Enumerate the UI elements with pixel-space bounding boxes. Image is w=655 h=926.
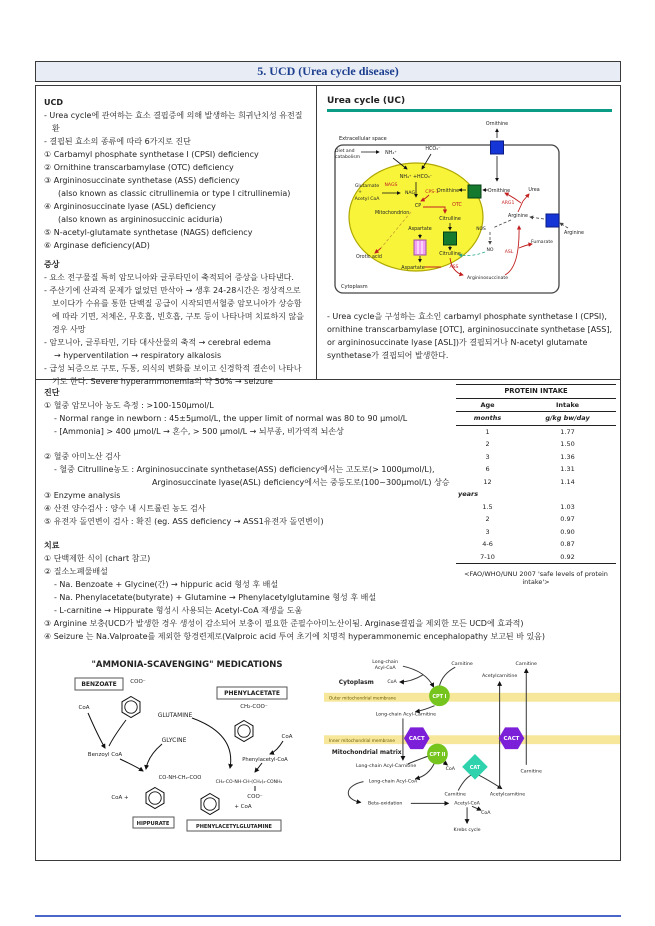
cact-label: CACT	[408, 736, 425, 743]
cell-intake: 0.97	[560, 515, 575, 523]
coa-label: CoA	[481, 811, 491, 817]
urea-cycle-diagram	[327, 116, 612, 301]
treatment-item: ④ Seizure 는 Na.Valproate를 제외한 항경련제로(Valproic acid 투여 초기에 치명적 hyperammonemic encephalopathy 보고된 바 있음)	[44, 632, 546, 641]
treatment-sub: - L-carnitine → Hippurate 형성시 사용되는 Acetyl-CoA 재생을 도움	[54, 606, 303, 615]
nag-label: NAG	[404, 191, 416, 196]
cell-age: 12	[483, 477, 492, 486]
ucd-item: ⑥ Arginase deficiency(AD)	[44, 241, 150, 250]
ucd-item-sub: (also known as classic citrullinemia or type I citrullinemia)	[58, 189, 291, 198]
carnitine-label: Carnitine	[451, 662, 473, 668]
table-group-row	[456, 488, 616, 501]
long-chain-acyl-coa-label: Long-chain	[372, 660, 399, 666]
benzoyl-coa-label: Benzoyl CoA	[87, 752, 123, 758]
treatment-item: ① 단백제한 식이 (chart 참고)	[44, 554, 151, 563]
benzene-ring	[235, 721, 253, 742]
carnitine-label: Carnitine	[444, 792, 466, 798]
table-title: PROTEIN INTAKE	[456, 385, 616, 399]
long-chain-acyl-carnitine-label: Long-chain Acyl-Carnitine	[355, 763, 417, 769]
outer-membrane-label: Outer mitochondrial membrane	[328, 695, 397, 701]
urea-label: Urea	[528, 188, 540, 193]
diagnosis-treatment-text	[44, 386, 469, 617]
coa-label: CoA	[281, 734, 293, 740]
cpt1-label: CPT I	[432, 693, 447, 700]
diagnosis-item: ② 혈중 아미노산 검사	[44, 452, 121, 461]
coa-label: CoA	[445, 766, 456, 772]
table-title-row	[456, 385, 616, 399]
citrulline-transporter-mito	[444, 232, 457, 245]
symptom-line: - 주산기에 산과적 문제가 없었던 만삭아 → 생후 24-28시간은 정상적으로 보이다가 수유를 통한 단백질 공급이 시작되면서혈중 암모니아가 상승함에 따라 기면, 저체온, 무호흡, 빈호흡, 구토 등이 나타나며 치료하지 않을 경우 사망	[44, 286, 304, 334]
ornithine-transporter-mito	[468, 185, 481, 198]
symptom-line: → hyperventilation → respiratory alkalosis	[54, 351, 222, 360]
carnitine-shuttle-diagram	[324, 649, 620, 859]
unit-age: months	[456, 412, 519, 426]
coa-plus-label: CoA +	[111, 795, 129, 801]
long-chain-acyl-carnitine-label: Long-chain Acyl-Carnitine	[375, 712, 437, 718]
cell-intake: 1.03	[560, 502, 575, 511]
table-row	[456, 551, 616, 564]
cell-age: 6	[485, 465, 490, 473]
ass-enzyme-label: ASS	[449, 265, 459, 270]
diagnosis-sub: - Normal range in newborn : 45±5μmol/L, the upper limit of normal was 80 to 90 μmol/L	[54, 414, 408, 423]
cell-intake: 0.92	[519, 551, 616, 564]
cell-intake: 1.50	[560, 440, 575, 448]
table-row	[456, 501, 616, 514]
carnitine-label: Carnitine	[515, 662, 537, 668]
cell-age: 4-6	[482, 540, 493, 548]
long-chain-acyl-coa-label2: Acyl-CoA	[374, 666, 396, 672]
table-row	[456, 451, 616, 464]
diet-label-2: catabolism	[335, 155, 361, 160]
ucd-symptoms-column	[36, 86, 317, 386]
glutamine-label: GLUTAMINE	[157, 712, 193, 719]
ornithine-mito-label: Ornithine	[436, 189, 460, 194]
long-chain-acyl-coa-label: Long-chain Acyl-CoA	[368, 779, 418, 785]
diagnosis-item: ① 혈중 암모니아 농도 측정 : >100-150μmol/L	[44, 401, 214, 410]
table-caption: <FAO/WHO/UNU 2007 'safe levels of protein intake'>	[464, 570, 608, 586]
cell-age: 2	[485, 440, 490, 448]
cat-label: CAT	[469, 764, 481, 771]
extracellular-label: Extracellular space	[339, 136, 387, 142]
cytoplasm-label: Cytoplasm	[341, 284, 368, 290]
coa-label: CoA	[387, 679, 397, 685]
ornithine-cytoplasm-label: Ornithine	[487, 189, 511, 194]
diagnosis-sub: - 혈중 Citrulline농도 : Argininosuccinate synthetase(ASS) deficiency에서는 고도로(> 1000μmol/L),	[54, 465, 435, 474]
main-content-box	[35, 85, 621, 861]
cell-age: 1	[485, 427, 490, 436]
acetylcarnitine-label: Acetylcarnitine	[489, 792, 526, 798]
symptom-line: - 암모니아, 글루타민, 기타 대사산물의 축적 → cerebral edema	[44, 338, 271, 347]
footer-rule	[35, 915, 621, 917]
aspartate-cytoplasm-label: Aspartate	[401, 266, 425, 271]
krebs-cycle-label: Krebs cycle	[453, 827, 481, 833]
table-header-row	[456, 398, 616, 412]
benzene-ring	[146, 788, 164, 809]
plus-coa-label: + CoA	[234, 804, 252, 810]
coa-label: CoA	[78, 705, 90, 711]
ucd-item: ④ Argininosuccinate lyase (ASL) deficiency	[44, 202, 216, 211]
ucd-item-sub: (also known as argininosuccinic aciduria)	[58, 215, 223, 224]
citrulline-mito-label: Citrulline	[439, 217, 461, 222]
cp-label: CP	[414, 204, 422, 209]
col-header-age: Age	[456, 398, 519, 412]
argininosuccinate-label: Argininosuccinate	[467, 276, 509, 281]
table-row	[456, 476, 616, 489]
ornithine-extracellular-label: Ornithine	[485, 122, 509, 127]
teal-rule	[327, 109, 612, 112]
fumarate-label: Fumarate	[531, 240, 553, 245]
diagnosis-treatment-section	[36, 380, 620, 647]
cact-label: CACT	[503, 736, 520, 743]
cell-intake: 1.14	[560, 477, 575, 486]
col-header-intake: Intake	[519, 398, 616, 412]
diet-label-1: Diet and	[335, 149, 355, 154]
arginine-extracellular-label: Arginine	[564, 231, 584, 236]
table-row	[456, 463, 616, 476]
ornithine-transporter-membrane	[491, 141, 504, 154]
treatment-sub: - Na. Phenylacetate(butyrate) + Glutamine → Phenylacetylglutamine 형성 후 배설	[54, 593, 377, 602]
arginine-cytoplasm-label: Arginine	[508, 214, 528, 219]
inner-membrane-label: Inner mitochondrial membrane	[328, 738, 395, 744]
top-section	[36, 86, 620, 386]
citrulline-cytoplasm-label: Citrulline	[439, 252, 461, 257]
cell-age: 7-10	[456, 551, 519, 564]
diagnosis-item: ④ 산전 양수검사 : 양수 내 시트룰린 농도 검사	[44, 504, 206, 513]
acetyl-coa-label: Acetyl-CoA	[454, 801, 480, 807]
cpt2-label: CPT II	[429, 751, 446, 758]
cell-age: 3	[485, 452, 490, 461]
cell-intake: 1.77	[560, 427, 575, 436]
diagnosis-item: ⑤ 유전자 돌연변이 검사 : 확진 (eg. ASS deficiency → ASS1유전자 돌연변이)	[44, 517, 324, 526]
table-row	[456, 425, 616, 438]
hippurate-label: HIPPURATE	[136, 821, 170, 827]
document-sheet	[35, 61, 621, 861]
benzoate-label: BENZOATE	[81, 681, 117, 688]
diagnosis-heading: 진단	[44, 388, 60, 397]
treatment-item: ③ Arginine 보충(UCD가 발생한 경우 생성이 감소되어 보충이 필요한 준필수아미노산이됨. Arginase결핍을 제외한 모든 UCD에 효과적)	[44, 619, 524, 628]
cell-age: 2	[485, 515, 490, 523]
nags-enzyme-label: NAGS	[384, 183, 398, 188]
carnitine-shuttle-block	[322, 647, 622, 860]
pag-formula-label: CH₂-CO-NH-CH-(CH₂)₂-CONH₂	[215, 780, 283, 785]
table-unit-row	[456, 412, 616, 426]
benzene-ring	[122, 697, 140, 718]
symptom-line: - 급성 뇌증으로 구토, 두통, 의식의 변화를 보이고 신경학적 결손이 나타나기도 한다. Severe hyperammonemia의 약 50% → seizure	[44, 364, 302, 386]
nos-label: NOS	[476, 227, 486, 232]
ucd-heading: UCD	[44, 98, 64, 107]
otc-enzyme-label: OTC	[452, 203, 462, 208]
cps1-enzyme-label: CPS-1	[425, 190, 439, 195]
benzene-ring	[201, 794, 219, 815]
symptoms-heading: 증상	[44, 260, 60, 269]
treatment-heading: 치료	[44, 541, 60, 550]
cell-intake: 1.31	[560, 465, 575, 473]
urea-cycle-description: - Urea cycle을 구성하는 효소인 carbamyl phosphate synthetase I (CPSI), ornithine transcarbamylase [OTC], argininosuccinate synthetase [ASS], or argininosuccinate lyase [ASL])가 결핍되거나 N-acetyl glutamate synthetase가 결핍되어 발생한다.	[327, 312, 612, 360]
cell-age: 3	[485, 527, 490, 536]
orotic-acid-label: Orotic acid	[356, 255, 382, 260]
cell-intake: 0.90	[560, 527, 575, 536]
aspartate-mito-label: Aspartate	[408, 227, 432, 232]
table-row	[456, 538, 616, 551]
urea-cycle-column	[317, 86, 620, 379]
acetylcarnitine-label: Acetylcarnitine	[481, 674, 518, 680]
diagnosis-sub: Arginosuccinate lyase(ASL) deficiency에서는 중등도로(100~300μmol/L) 상승	[152, 478, 450, 487]
mitochondrion-label: Mitochondrion	[375, 211, 410, 216]
table-row	[456, 513, 616, 526]
arginine-transporter-membrane	[546, 214, 559, 227]
ammonia-scavenging-block	[36, 647, 322, 860]
hippurate-formula-label: CO-NH-CH₂-COO	[158, 775, 202, 781]
beta-oxidation-label: Beta-oxidation	[367, 801, 403, 807]
group-years: years	[458, 490, 479, 498]
ucd-line: - 결핍된 효소의 종류에 따라 6가지로 진단	[44, 137, 191, 146]
hco3-label: HCO₃⁻	[425, 147, 441, 152]
coo-label: COO⁻	[247, 794, 263, 800]
diagnosis-item: ③ Enzyme analysis	[44, 491, 121, 500]
bottom-diagrams-section	[36, 647, 620, 860]
symptom-line: - 요소 전구물질 특히 암모니아와 글루타민이 축적되어 증상을 나타낸다.	[44, 273, 294, 282]
phenylacetate-label: PHENYLACETATE	[224, 690, 280, 697]
protein-intake-table-block	[456, 384, 616, 586]
ucd-line: - Urea cycle에 관여하는 효소 결핍증에 의해 발생하는 희귀난치성 유전질환	[44, 111, 303, 133]
nh4-label: NH₄⁺	[385, 151, 397, 156]
coo-label: COO⁻	[130, 679, 146, 685]
protein-intake-table	[456, 384, 616, 564]
cell-age: 1.5	[482, 502, 493, 511]
arg1-enzyme-label: ARG1	[501, 201, 515, 206]
aspartate-transporter	[414, 240, 426, 255]
no-label: NO	[486, 248, 494, 253]
diagnosis-sub: - [Ammonia] > 400 μmol/L → 혼수, > 500 μmol/L → 뇌부종, 비가역적 뇌손상	[54, 427, 344, 436]
unit-intake: g/kg bw/day	[519, 412, 616, 426]
scavenging-title: "AMMONIA-SCAVENGING" MEDICATIONS	[91, 660, 283, 670]
urea-cycle-title: Urea cycle (UC)	[327, 96, 406, 106]
cytoplasm-label: Cytoplasm	[338, 679, 374, 686]
cell-intake: 1.36	[560, 452, 575, 461]
table-row	[456, 438, 616, 451]
asl-enzyme-label: ASL	[504, 250, 514, 255]
page-title: 5. UCD (Urea cycle disease)	[35, 61, 621, 82]
carnitine-label: Carnitine	[520, 769, 542, 775]
ucd-item: ③ Argininosuccinate synthetase (ASS) deficiency	[44, 176, 240, 185]
plus-label: +	[358, 190, 362, 195]
nh4-hco3-label: NH₄⁺ +HCO₃⁻	[399, 175, 433, 180]
cell-intake: 0.87	[560, 540, 575, 548]
table-row	[456, 526, 616, 539]
glycine-label: GLYCINE	[161, 737, 187, 744]
treatment-item: ② 질소노폐물배설	[44, 567, 108, 576]
phenylacetylglutamine-label: PHENYLACETYLGLUTAMINE	[196, 824, 272, 830]
matrix-label: Mitochondrial matrix	[331, 750, 402, 756]
ammonia-scavenging-diagram	[42, 651, 322, 856]
glutamate-label: Glutamate	[354, 184, 380, 189]
acetyl-coa-label: Acetyl CoA	[354, 197, 380, 202]
treatment-sub: - Na. Benzoate + Glycine(간) → hippuric acid 형성 후 배설	[54, 580, 279, 589]
scavenging-labels	[79, 679, 293, 830]
phenylacetyl-coa-label: Phenylacetyl-CoA	[242, 757, 288, 763]
ucd-item: ② Ornithine transcarbamylase (OTC) deficiency	[44, 163, 234, 172]
ch2coo-label: CH₂-COO⁻	[240, 704, 268, 710]
ucd-item: ⑤ N-acetyl-glutamate synthetase (NAGS) deficiency	[44, 228, 253, 237]
ucd-item: ① Carbamyl phosphate synthetase I (CPSI) deficiency	[44, 150, 259, 159]
